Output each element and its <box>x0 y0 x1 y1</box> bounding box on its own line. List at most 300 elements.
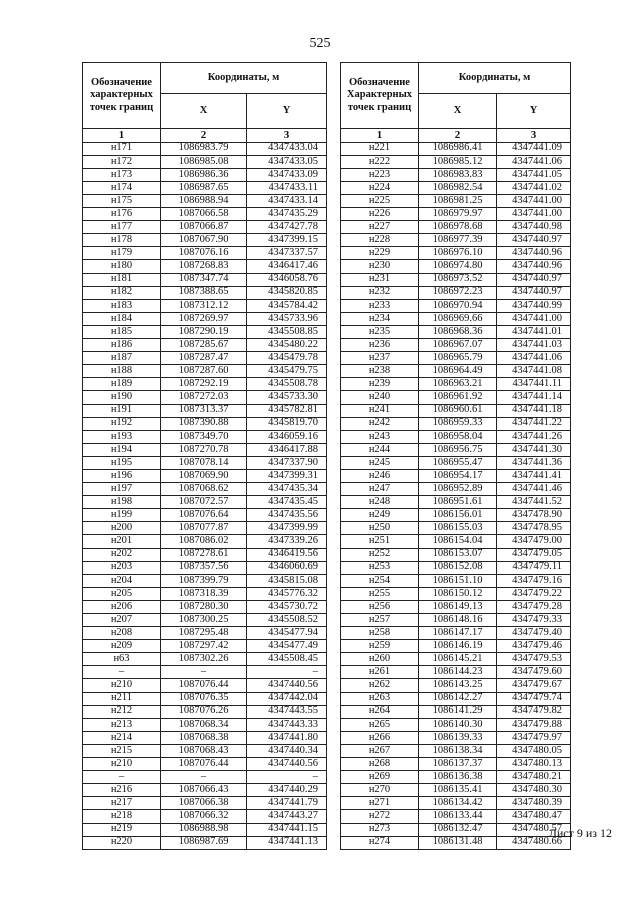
x-coordinate-cell: 1087068.34 <box>161 718 247 731</box>
table-row <box>83 312 327 325</box>
y-coordinate-cell: 4347399.99 <box>247 522 327 535</box>
y-coordinate-cell: 4347441.13 <box>247 836 327 849</box>
table-row <box>83 443 327 456</box>
point-id-cell: н249 <box>341 509 419 522</box>
y-coordinate-cell: – <box>247 666 327 679</box>
y-coordinate-cell: 4347337.57 <box>247 247 327 260</box>
table-row <box>341 142 571 155</box>
y-coordinate-cell: 4347480.13 <box>497 758 571 771</box>
y-coordinate-cell: 4345508.78 <box>247 378 327 391</box>
table-row <box>341 260 571 273</box>
y-coordinate-cell: 4347433.05 <box>247 155 327 168</box>
x-coordinate-cell: 1086138.34 <box>419 744 497 757</box>
table-row <box>341 627 571 640</box>
y-coordinate-cell: 4346059.16 <box>247 430 327 443</box>
point-id-cell: н243 <box>341 430 419 443</box>
y-coordinate-cell: 4345508.85 <box>247 325 327 338</box>
table-row <box>83 836 327 849</box>
table-row <box>341 404 571 417</box>
y-coordinate-cell: 4347441.52 <box>497 496 571 509</box>
x-coordinate-cell: 1086141.29 <box>419 705 497 718</box>
y-coordinate-cell: 4345479.75 <box>247 365 327 378</box>
y-coordinate-cell: 4347479.28 <box>497 600 571 613</box>
y-coordinate-cell: 4347441.18 <box>497 404 571 417</box>
y-coordinate-cell: 4347440.34 <box>247 744 327 757</box>
point-id-cell: н253 <box>341 561 419 574</box>
x-coordinate-cell: 1086978.68 <box>419 221 497 234</box>
y-coordinate-cell: 4347441.06 <box>497 155 571 168</box>
x-coordinate-cell: 1086987.69 <box>161 836 247 849</box>
y-coordinate-cell: 4347479.22 <box>497 587 571 600</box>
point-id-cell: н180 <box>83 260 161 273</box>
point-id-cell: н224 <box>341 181 419 194</box>
sheet-footer: Лист 9 из 12 <box>548 826 612 840</box>
point-id-cell: н208 <box>83 627 161 640</box>
x-coordinate-cell: 1087076.16 <box>161 247 247 260</box>
x-coordinate-cell: 1087388.65 <box>161 286 247 299</box>
point-id-cell: н171 <box>83 142 161 155</box>
x-coordinate-cell: 1087067.90 <box>161 234 247 247</box>
table-row <box>341 535 571 548</box>
point-id-cell: н194 <box>83 443 161 456</box>
table-row <box>83 797 327 810</box>
point-id-cell: н254 <box>341 574 419 587</box>
point-id-cell: н233 <box>341 299 419 312</box>
table-row <box>341 286 571 299</box>
table-row <box>83 653 327 666</box>
point-id-cell: н261 <box>341 666 419 679</box>
x-coordinate-cell: 1087270.78 <box>161 443 247 456</box>
y-coordinate-cell: 4347479.82 <box>497 705 571 718</box>
table-row <box>341 509 571 522</box>
point-id-cell: н211 <box>83 692 161 705</box>
point-id-cell: н189 <box>83 378 161 391</box>
point-id-cell: н270 <box>341 784 419 797</box>
y-coordinate-cell: 4347441.41 <box>497 469 571 482</box>
point-id-cell: н258 <box>341 627 419 640</box>
point-id-cell: н267 <box>341 744 419 757</box>
point-id-cell: н192 <box>83 417 161 430</box>
point-id-cell: н214 <box>83 731 161 744</box>
table-row <box>83 692 327 705</box>
point-id-cell: н251 <box>341 535 419 548</box>
point-id-cell: н175 <box>83 195 161 208</box>
coordinates-table-left <box>82 62 327 850</box>
point-id-cell: н199 <box>83 509 161 522</box>
y-coordinate-cell: 4347479.00 <box>497 535 571 548</box>
point-id-cell: н244 <box>341 443 419 456</box>
table-row <box>83 718 327 731</box>
table-row <box>341 483 571 496</box>
table-row <box>83 430 327 443</box>
x-coordinate-cell: 1086983.83 <box>419 168 497 181</box>
point-id-cell: н173 <box>83 168 161 181</box>
y-coordinate-cell: 4347441.08 <box>497 365 571 378</box>
x-coordinate-cell: 1087066.87 <box>161 221 247 234</box>
x-coordinate-cell: 1086131.48 <box>419 836 497 849</box>
x-coordinate-cell: 1087285.67 <box>161 339 247 352</box>
y-coordinate-cell: 4347337.90 <box>247 456 327 469</box>
x-coordinate-cell: 1086960.61 <box>419 404 497 417</box>
point-id-cell: н217 <box>83 797 161 810</box>
table-row <box>341 522 571 535</box>
y-coordinate-cell: 4347478.90 <box>497 509 571 522</box>
x-coordinate-cell: 1087076.64 <box>161 509 247 522</box>
table-row <box>341 731 571 744</box>
x-coordinate-cell: 1087068.38 <box>161 731 247 744</box>
point-id-cell: н262 <box>341 679 419 692</box>
table-row <box>341 823 571 836</box>
table-row <box>341 614 571 627</box>
table-row <box>341 339 571 352</box>
point-id-cell: н184 <box>83 312 161 325</box>
x-coordinate-cell: 1086972.23 <box>419 286 497 299</box>
table-row <box>341 744 571 757</box>
point-id-cell: н220 <box>83 836 161 849</box>
table-row <box>341 496 571 509</box>
point-id-cell: н227 <box>341 221 419 234</box>
x-coordinate-cell: 1087349.70 <box>161 430 247 443</box>
table-row <box>83 744 327 757</box>
y-coordinate-cell: 4347441.03 <box>497 339 571 352</box>
x-coordinate-cell: 1087076.44 <box>161 758 247 771</box>
y-coordinate-cell: 4345477.49 <box>247 640 327 653</box>
y-coordinate-cell: 4347440.97 <box>497 273 571 286</box>
table-row <box>341 155 571 168</box>
x-coordinate-cell: 1086133.44 <box>419 810 497 823</box>
y-coordinate-cell: 4345479.78 <box>247 352 327 365</box>
point-id-cell: н196 <box>83 469 161 482</box>
point-id-cell: н271 <box>341 797 419 810</box>
x-coordinate-cell: 1086973.52 <box>419 273 497 286</box>
point-id-cell: н242 <box>341 417 419 430</box>
point-id-cell: н187 <box>83 352 161 365</box>
y-coordinate-cell: 4347441.05 <box>497 168 571 181</box>
x-coordinate-cell: 1086988.98 <box>161 823 247 836</box>
x-coordinate-cell: 1086137.37 <box>419 758 497 771</box>
x-coordinate-cell: 1086135.41 <box>419 784 497 797</box>
x-coordinate-cell: 1087068.43 <box>161 744 247 757</box>
point-id-cell: н256 <box>341 600 419 613</box>
table-row <box>83 640 327 653</box>
x-coordinate-cell: 1086964.49 <box>419 365 497 378</box>
y-coordinate-cell: 4347441.11 <box>497 378 571 391</box>
y-coordinate-cell: 4347435.56 <box>247 509 327 522</box>
table-row <box>341 299 571 312</box>
table-row <box>341 784 571 797</box>
point-id-cell: н174 <box>83 181 161 194</box>
y-coordinate-cell: 4347479.88 <box>497 718 571 731</box>
x-coordinate-cell: 1086958.04 <box>419 430 497 443</box>
y-coordinate-cell: 4347479.60 <box>497 666 571 679</box>
table-row <box>83 810 327 823</box>
point-id-cell: н238 <box>341 365 419 378</box>
table-row <box>83 705 327 718</box>
x-coordinate-cell: 1086983.79 <box>161 142 247 155</box>
y-coordinate-cell: 4347440.97 <box>497 286 571 299</box>
point-id-cell: н265 <box>341 718 419 731</box>
x-coordinate-cell: 1086151.10 <box>419 574 497 587</box>
y-coordinate-cell: 4347480.66 <box>497 836 571 849</box>
x-coordinate-cell: 1087312.12 <box>161 299 247 312</box>
header-coordinates: Координаты, м <box>161 63 327 94</box>
header-coordinates: Координаты, м <box>419 63 571 94</box>
header-designation: Обозначение Характерных точек границ <box>341 63 419 129</box>
table-row <box>83 325 327 338</box>
table-row <box>341 234 571 247</box>
table-row <box>341 273 571 286</box>
y-coordinate-cell: 4347441.46 <box>497 483 571 496</box>
y-coordinate-cell: 4347441.01 <box>497 325 571 338</box>
point-id-cell: н237 <box>341 352 419 365</box>
table-row <box>83 548 327 561</box>
x-coordinate-cell: – <box>161 771 247 784</box>
point-id-cell: н272 <box>341 810 419 823</box>
x-coordinate-cell: 1087076.35 <box>161 692 247 705</box>
table-row <box>341 758 571 771</box>
point-id-cell: н226 <box>341 208 419 221</box>
point-id-cell: н186 <box>83 339 161 352</box>
x-coordinate-cell: 1087292.19 <box>161 378 247 391</box>
header-y: Y <box>247 94 327 129</box>
x-coordinate-cell: 1086156.01 <box>419 509 497 522</box>
table-row <box>341 221 571 234</box>
table-row <box>83 496 327 509</box>
point-id-cell: н269 <box>341 771 419 784</box>
point-id-cell: н178 <box>83 234 161 247</box>
point-id-cell: н172 <box>83 155 161 168</box>
x-coordinate-cell: 1087076.26 <box>161 705 247 718</box>
point-id-cell: н216 <box>83 784 161 797</box>
table-body <box>341 142 571 849</box>
point-id-cell: н201 <box>83 535 161 548</box>
table-row <box>341 181 571 194</box>
x-coordinate-cell: 1087072.57 <box>161 496 247 509</box>
point-id-cell: н236 <box>341 339 419 352</box>
y-coordinate-cell: 4345480.22 <box>247 339 327 352</box>
point-id-cell: н225 <box>341 195 419 208</box>
point-id-cell: н246 <box>341 469 419 482</box>
table-row <box>341 561 571 574</box>
y-coordinate-cell: 4347441.26 <box>497 430 571 443</box>
table-row <box>341 797 571 810</box>
table-row <box>83 208 327 221</box>
y-coordinate-cell: 4347479.97 <box>497 731 571 744</box>
y-coordinate-cell: 4347399.31 <box>247 469 327 482</box>
table-row <box>83 299 327 312</box>
y-coordinate-cell: 4345508.52 <box>247 614 327 627</box>
x-coordinate-cell: 1087069.90 <box>161 469 247 482</box>
x-coordinate-cell: 1086136.38 <box>419 771 497 784</box>
table-row <box>83 404 327 417</box>
point-id-cell: н231 <box>341 273 419 286</box>
table-row <box>83 247 327 260</box>
y-coordinate-cell: 4347443.27 <box>247 810 327 823</box>
y-coordinate-cell: 4347440.99 <box>497 299 571 312</box>
column-number: 3 <box>247 129 327 143</box>
x-coordinate-cell: 1086142.27 <box>419 692 497 705</box>
point-id-cell: н234 <box>341 312 419 325</box>
point-id-cell: н205 <box>83 587 161 600</box>
x-coordinate-cell: 1087272.03 <box>161 391 247 404</box>
table-row <box>83 195 327 208</box>
x-coordinate-cell: 1086977.39 <box>419 234 497 247</box>
x-coordinate-cell: 1086970.94 <box>419 299 497 312</box>
point-id-cell: н235 <box>341 325 419 338</box>
table-row <box>83 469 327 482</box>
y-coordinate-cell: 4346419.56 <box>247 548 327 561</box>
point-id-cell: н229 <box>341 247 419 260</box>
table-row <box>341 365 571 378</box>
table-row <box>83 221 327 234</box>
table-row <box>83 456 327 469</box>
x-coordinate-cell: 1087290.19 <box>161 325 247 338</box>
header-designation: Обозначение характерных точек границ <box>83 63 161 129</box>
y-coordinate-cell: 4347441.36 <box>497 456 571 469</box>
point-id-cell: н274 <box>341 836 419 849</box>
x-coordinate-cell: 1086985.12 <box>419 155 497 168</box>
table-row <box>83 286 327 299</box>
table-row <box>83 142 327 155</box>
x-coordinate-cell: 1086143.25 <box>419 679 497 692</box>
table-row <box>341 417 571 430</box>
table-row <box>83 168 327 181</box>
table-row <box>341 168 571 181</box>
table-row <box>341 653 571 666</box>
point-id-cell: н219 <box>83 823 161 836</box>
table-row <box>83 234 327 247</box>
y-coordinate-cell: 4347435.45 <box>247 496 327 509</box>
y-coordinate-cell: 4347441.30 <box>497 443 571 456</box>
table-row <box>83 155 327 168</box>
y-coordinate-cell: 4345782.81 <box>247 404 327 417</box>
x-coordinate-cell: 1086963.21 <box>419 378 497 391</box>
point-id-cell: н228 <box>341 234 419 247</box>
x-coordinate-cell: 1086982.54 <box>419 181 497 194</box>
table-row <box>83 784 327 797</box>
table-row <box>341 352 571 365</box>
table-row <box>341 456 571 469</box>
x-coordinate-cell: – <box>161 666 247 679</box>
y-coordinate-cell: 4347433.04 <box>247 142 327 155</box>
x-coordinate-cell: 1086956.75 <box>419 443 497 456</box>
x-coordinate-cell: 1086146.19 <box>419 640 497 653</box>
table-row <box>341 587 571 600</box>
x-coordinate-cell: 1086967.07 <box>419 339 497 352</box>
table-row <box>83 391 327 404</box>
x-coordinate-cell: 1087347.74 <box>161 273 247 286</box>
x-coordinate-cell: 1087068.62 <box>161 483 247 496</box>
y-coordinate-cell: 4347440.96 <box>497 247 571 260</box>
y-coordinate-cell: 4347479.05 <box>497 548 571 561</box>
table-row <box>83 771 327 784</box>
y-coordinate-cell: 4347479.16 <box>497 574 571 587</box>
y-coordinate-cell: 4347440.56 <box>247 758 327 771</box>
point-id-cell: н210 <box>83 758 161 771</box>
x-coordinate-cell: 1086988.94 <box>161 195 247 208</box>
y-coordinate-cell: 4347480.05 <box>497 744 571 757</box>
table-row <box>341 771 571 784</box>
x-coordinate-cell: 1086148.16 <box>419 614 497 627</box>
y-coordinate-cell: 4347440.29 <box>247 784 327 797</box>
y-coordinate-cell: 4347480.30 <box>497 784 571 797</box>
point-id-cell: н215 <box>83 744 161 757</box>
x-coordinate-cell: 1086150.12 <box>419 587 497 600</box>
x-coordinate-cell: 1087280.30 <box>161 600 247 613</box>
point-id-cell: н203 <box>83 561 161 574</box>
y-coordinate-cell: 4345820.85 <box>247 286 327 299</box>
x-coordinate-cell: 1087313.37 <box>161 404 247 417</box>
table-row <box>83 600 327 613</box>
x-coordinate-cell: 1086985.08 <box>161 155 247 168</box>
x-coordinate-cell: 1086955.47 <box>419 456 497 469</box>
y-coordinate-cell: 4346058.76 <box>247 273 327 286</box>
point-id-cell: н248 <box>341 496 419 509</box>
y-coordinate-cell: 4347441.06 <box>497 352 571 365</box>
y-coordinate-cell: 4347480.47 <box>497 810 571 823</box>
table-row <box>341 325 571 338</box>
y-coordinate-cell: 4345477.94 <box>247 627 327 640</box>
y-coordinate-cell: 4347440.96 <box>497 260 571 273</box>
y-coordinate-cell: 4345784.42 <box>247 299 327 312</box>
x-coordinate-cell: 1086149.13 <box>419 600 497 613</box>
x-coordinate-cell: 1086152.08 <box>419 561 497 574</box>
x-coordinate-cell: 1086954.17 <box>419 469 497 482</box>
x-coordinate-cell: 1087318.39 <box>161 587 247 600</box>
table-row <box>83 417 327 430</box>
header-x: X <box>419 94 497 129</box>
x-coordinate-cell: 1087357.56 <box>161 561 247 574</box>
column-number: 2 <box>419 129 497 143</box>
x-coordinate-cell: 1086951.61 <box>419 496 497 509</box>
table-row <box>341 705 571 718</box>
y-coordinate-cell: 4346060.69 <box>247 561 327 574</box>
table-row <box>83 522 327 535</box>
column-number: 1 <box>83 129 161 143</box>
table-row <box>83 587 327 600</box>
table-row <box>83 273 327 286</box>
x-coordinate-cell: 1086986.36 <box>161 168 247 181</box>
table-row <box>341 666 571 679</box>
x-coordinate-cell: 1086965.79 <box>419 352 497 365</box>
point-id-cell: н193 <box>83 430 161 443</box>
point-id-cell: н273 <box>341 823 419 836</box>
point-id-cell: н182 <box>83 286 161 299</box>
x-coordinate-cell: 1087287.60 <box>161 365 247 378</box>
x-coordinate-cell: 1087278.61 <box>161 548 247 561</box>
table-row <box>341 600 571 613</box>
x-coordinate-cell: 1087300.25 <box>161 614 247 627</box>
point-id-cell: – <box>83 666 161 679</box>
y-coordinate-cell: 4347441.80 <box>247 731 327 744</box>
y-coordinate-cell: 4347442.04 <box>247 692 327 705</box>
point-id-cell: н210 <box>83 679 161 692</box>
x-coordinate-cell: 1087268.83 <box>161 260 247 273</box>
table-row <box>83 666 327 679</box>
table-row <box>341 679 571 692</box>
y-coordinate-cell: 4347440.56 <box>247 679 327 692</box>
table-row <box>83 483 327 496</box>
table-row <box>341 195 571 208</box>
point-id-cell: н240 <box>341 391 419 404</box>
point-id-cell: н202 <box>83 548 161 561</box>
y-coordinate-cell: 4347479.46 <box>497 640 571 653</box>
x-coordinate-cell: 1086979.97 <box>419 208 497 221</box>
point-id-cell: н247 <box>341 483 419 496</box>
point-id-cell: – <box>83 771 161 784</box>
y-coordinate-cell: 4347441.14 <box>497 391 571 404</box>
x-coordinate-cell: 1087399.79 <box>161 574 247 587</box>
